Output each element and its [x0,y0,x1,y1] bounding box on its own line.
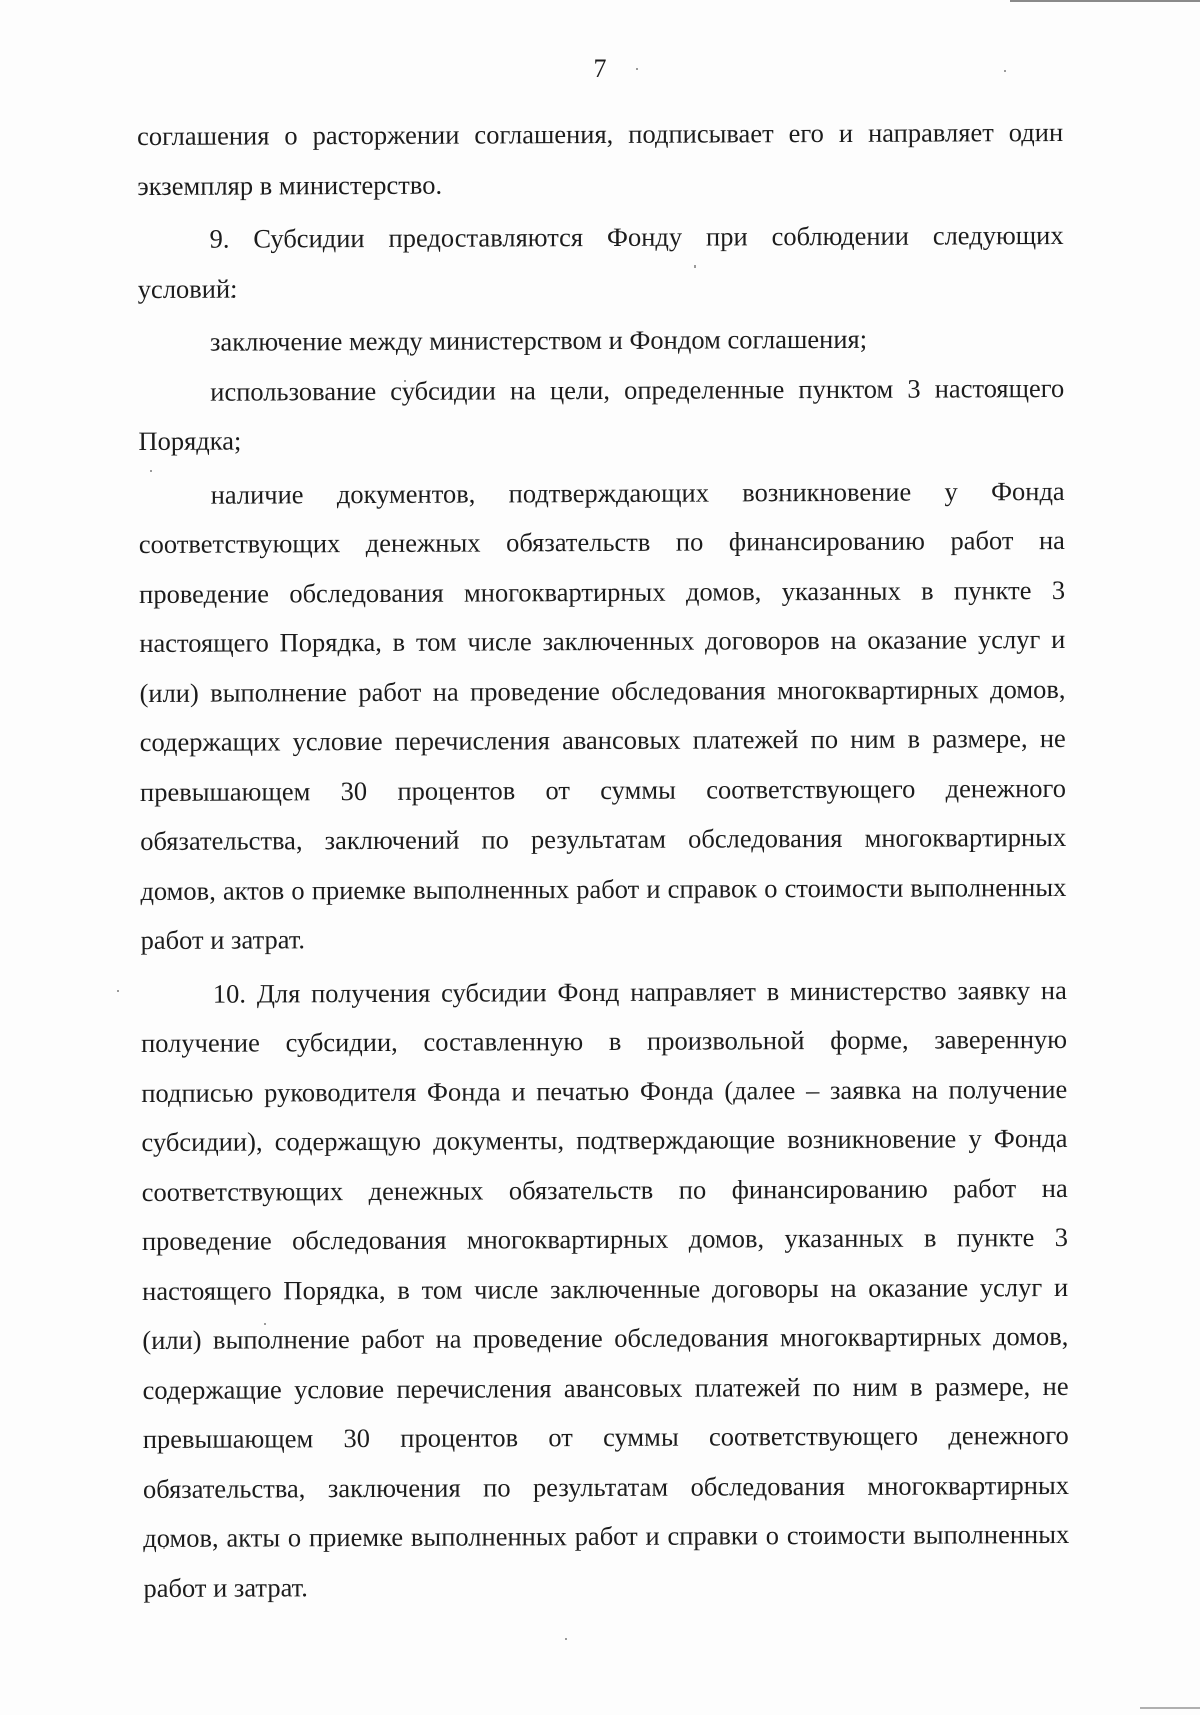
document-body [137,108,1070,1613]
paragraph-continuation: соглашения о расторжении соглашения, подписывает его и направляет один экземпляр в министерство. [137,116,1064,201]
paragraph-condition-documents: наличие документов, подтверждающих возникновение у Фонда соответствующих денежных обязательств по финансированию работ на проведение обследования многоквартирных домов, указанных в пункте 3 настоящего Порядка, в том числе заключенных договоров на оказание услуг и (или) выполнение работ на проведение обследования многоквартирных домов, содержащих условие перечисления авансовых платежей по ним в размере, не превышающем 30 процентов от суммы соответствующего денежного обязательства, заключений по результатам обследования многоквартирных домов, актов о приемке выполненных работ и справок о стоимости выполненных работ и затрат. [138,475,1067,955]
scan-dot [565,1638,567,1640]
scan-edge-line-bottom [1140,1707,1200,1709]
paragraph-condition-agreement: заключение между министерством и Фондом соглашения; [209,323,868,357]
paragraph-item-9: 9. Субсидии предоставляются Фонду при соблюдении следующих условий: [137,219,1064,304]
scan-edge-line-top [1010,0,1200,2]
page-number: 7 [593,54,607,83]
paragraph-item-10: 10. Для получения субсидии Фонд направляет в министерство заявку на получение субсидии, составленную в произвольной форме, заверенную подписью руководителя Фонда и печатью Фонда (далее – заявка на получение субсидии), содержащую документы, подтверждающие возникновение у Фонда соответствующих денежных обязательств по финансированию работ на проведение обследования многоквартирных домов, указанных в пункте 3 настоящего Порядка, в том числе заключенные договоры на оказание услуг и (или) выполнение работ на проведение обследования многоквартирных домов, содержащие условие перечисления авансовых платежей по ним в размере, не превышающем 30 процентов от суммы соответствующего денежного обязательства, заключения по результатам обследования многоквартирных домов, акты о приемке выполненных работ и справки о стоимости выполненных работ и затрат. [140,974,1070,1603]
scan-dot [117,990,119,992]
paragraph-condition-purpose: использование субсидии на цели, определенные пунктом 3 настоящего Порядка; [138,372,1065,456]
